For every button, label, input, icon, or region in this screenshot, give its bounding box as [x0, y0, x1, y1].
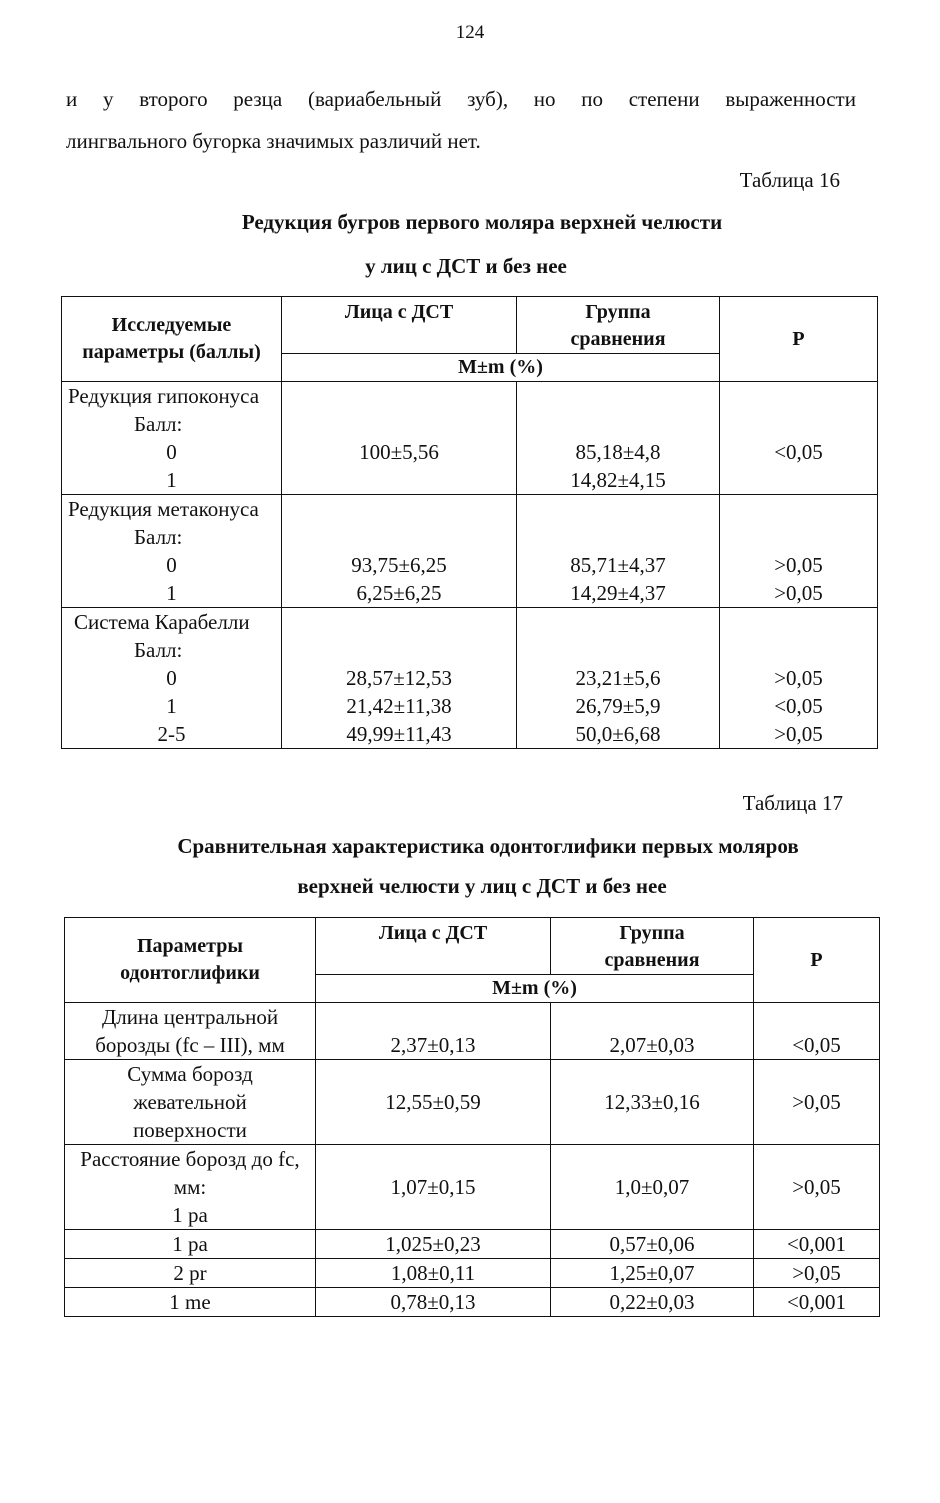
- value: 14,82±4,15: [570, 468, 666, 492]
- compare-cell: 1,25±0,07: [551, 1259, 754, 1288]
- word: резца: [233, 87, 283, 111]
- table-row: [65, 1288, 880, 1317]
- value: 100±5,56: [359, 440, 439, 464]
- header-compare-line-1: Группа: [619, 922, 685, 944]
- word: но: [533, 87, 556, 111]
- table-row: [65, 1230, 880, 1259]
- value: 26,79±5,9: [575, 694, 661, 718]
- table-16-title-line-2: у лиц с ДСТ и без нее: [365, 254, 567, 278]
- header-compare-line-2: сравнения: [604, 949, 700, 971]
- score-label: Балл:: [134, 412, 183, 436]
- group-name: Редукция гипоконуса: [68, 384, 260, 408]
- word: и: [66, 87, 78, 111]
- table-row: [65, 1145, 880, 1230]
- p-value: >0,05: [774, 722, 823, 746]
- value: 21,42±11,38: [346, 694, 452, 718]
- header-compare: [517, 297, 720, 354]
- score: 1: [166, 694, 177, 718]
- param-line: борозды (fc – III), мм: [95, 1033, 285, 1057]
- value: 85,71±4,37: [570, 553, 666, 577]
- param-cell: 1 me: [65, 1288, 316, 1317]
- compare-cell: [517, 382, 720, 495]
- dst-cell: 1,025±0,23: [316, 1230, 551, 1259]
- param-cell: [62, 608, 282, 749]
- header-params-line-1: Параметры: [137, 935, 243, 957]
- header-compare-line-1: Группа: [585, 301, 651, 323]
- p-cell: >0,05: [754, 1145, 880, 1230]
- header-p: Р: [754, 918, 880, 1003]
- compare-cell: [517, 608, 720, 749]
- p-cell: [720, 608, 878, 749]
- header-units: M±m (%): [316, 975, 754, 1003]
- page-number: 124: [455, 22, 485, 43]
- table-row: [65, 1003, 880, 1060]
- header-dst: Лица с ДСТ: [316, 918, 551, 975]
- value: 93,75±6,25: [351, 553, 447, 577]
- p-value: >0,05: [774, 666, 823, 690]
- table-16-title-line-1: Редукция бугров первого моляра верхней челюсти: [241, 210, 723, 234]
- header-compare: [551, 918, 754, 975]
- dst-cell: [282, 608, 517, 749]
- p-value: >0,05: [774, 581, 823, 605]
- param-line: Длина центральной: [101, 1005, 279, 1029]
- score: 1: [166, 581, 177, 605]
- word: у: [102, 87, 114, 111]
- p-cell: [720, 382, 878, 495]
- value: 14,29±4,37: [570, 581, 666, 605]
- p-cell: >0,05: [754, 1060, 880, 1145]
- param-line: мм:: [173, 1175, 207, 1199]
- value: 6,25±6,25: [356, 581, 442, 605]
- dst-cell: 12,55±0,59: [316, 1060, 551, 1145]
- group-name: Система Карабелли: [74, 610, 250, 634]
- param-cell: [65, 1145, 316, 1230]
- score: 0: [166, 666, 177, 690]
- table-header-row: [62, 297, 878, 354]
- header-params: [62, 297, 282, 382]
- header-params: [65, 918, 316, 1003]
- table-16: [61, 296, 878, 749]
- table-row: [65, 1259, 880, 1288]
- dst-cell: 1,07±0,15: [316, 1145, 551, 1230]
- dst-cell: 2,37±0,13: [316, 1003, 551, 1060]
- param-cell: [65, 1060, 316, 1145]
- p-value: <0,05: [774, 440, 823, 464]
- param-line: жевательной: [133, 1090, 247, 1114]
- header-p: Р: [720, 297, 878, 382]
- param-cell: 2 pr: [65, 1259, 316, 1288]
- p-value: >0,05: [774, 553, 823, 577]
- value: 28,57±12,53: [345, 666, 453, 690]
- table-row: [62, 382, 878, 495]
- word: второго: [139, 87, 208, 111]
- compare-cell: 12,33±0,16: [551, 1060, 754, 1145]
- dst-cell: 1,08±0,11: [316, 1259, 551, 1288]
- word: зуб),: [467, 87, 509, 111]
- header-units: M±m (%): [282, 354, 720, 382]
- p-value: <0,05: [774, 694, 823, 718]
- p-cell: <0,001: [754, 1230, 880, 1259]
- param-cell: [62, 382, 282, 495]
- dst-cell: 0,78±0,13: [316, 1288, 551, 1317]
- score-label: Балл:: [134, 638, 183, 662]
- compare-cell: 2,07±0,03: [551, 1003, 754, 1060]
- p-cell: >0,05: [754, 1259, 880, 1288]
- table-row: [62, 608, 878, 749]
- compare-cell: 1,0±0,07: [551, 1145, 754, 1230]
- value: 85,18±4,8: [575, 440, 661, 464]
- value: [282, 466, 516, 494]
- score-label: Балл:: [134, 525, 183, 549]
- dst-cell: [282, 495, 517, 608]
- p-value: [720, 466, 877, 494]
- table-17-label: Таблица 17: [742, 791, 843, 815]
- word: (вариабельный: [307, 87, 442, 111]
- value: 49,99±11,43: [346, 722, 452, 746]
- header-compare-line-2: сравнения: [570, 328, 666, 350]
- word: выраженности: [725, 87, 856, 111]
- table-17-title-line-2: верхней челюсти у лиц с ДСТ и без нее: [297, 874, 667, 898]
- score: 2-5: [157, 722, 186, 746]
- param-cell: [62, 495, 282, 608]
- value: 23,21±5,6: [575, 666, 661, 690]
- table-row: [65, 1060, 880, 1145]
- paragraph-line-2: лингвального бугорка значимых различий нет.: [66, 129, 481, 153]
- param-line: Сумма борозд: [127, 1062, 253, 1086]
- value: 50,0±6,68: [575, 722, 661, 746]
- table-16-label: Таблица 16: [739, 168, 840, 192]
- table-17: [64, 917, 880, 1317]
- header-params-line-2: параметры (баллы): [82, 341, 261, 363]
- header-params-line-1: Исследуемые: [111, 314, 232, 336]
- compare-cell: 0,57±0,06: [551, 1230, 754, 1259]
- compare-cell: [517, 495, 720, 608]
- header-dst: Лица с ДСТ: [282, 297, 517, 354]
- dst-cell: [282, 382, 517, 495]
- p-cell: <0,05: [754, 1003, 880, 1060]
- group-name: Редукция метаконуса: [68, 497, 259, 521]
- param-cell: 1 pa: [65, 1230, 316, 1259]
- header-params-line-2: одонтоглифики: [120, 962, 260, 984]
- p-cell: [720, 495, 878, 608]
- param-line: Расстояние борозд до fc,: [80, 1147, 300, 1171]
- param-cell: [65, 1003, 316, 1060]
- score: 0: [166, 440, 177, 464]
- score: 0: [166, 553, 177, 577]
- compare-cell: 0,22±0,03: [551, 1288, 754, 1317]
- score: 1: [166, 468, 177, 492]
- param-line: поверхности: [133, 1118, 247, 1142]
- p-cell: <0,001: [754, 1288, 880, 1317]
- paragraph-line-1: [66, 79, 856, 119]
- table-17-title-line-1: Сравнительная характеристика одонтоглифики первых моляров: [177, 834, 799, 858]
- word: по: [581, 87, 604, 111]
- table-row: [62, 495, 878, 608]
- table-header-row: [65, 918, 880, 975]
- word: степени: [628, 87, 700, 111]
- param-line: 1 pa: [172, 1203, 208, 1227]
